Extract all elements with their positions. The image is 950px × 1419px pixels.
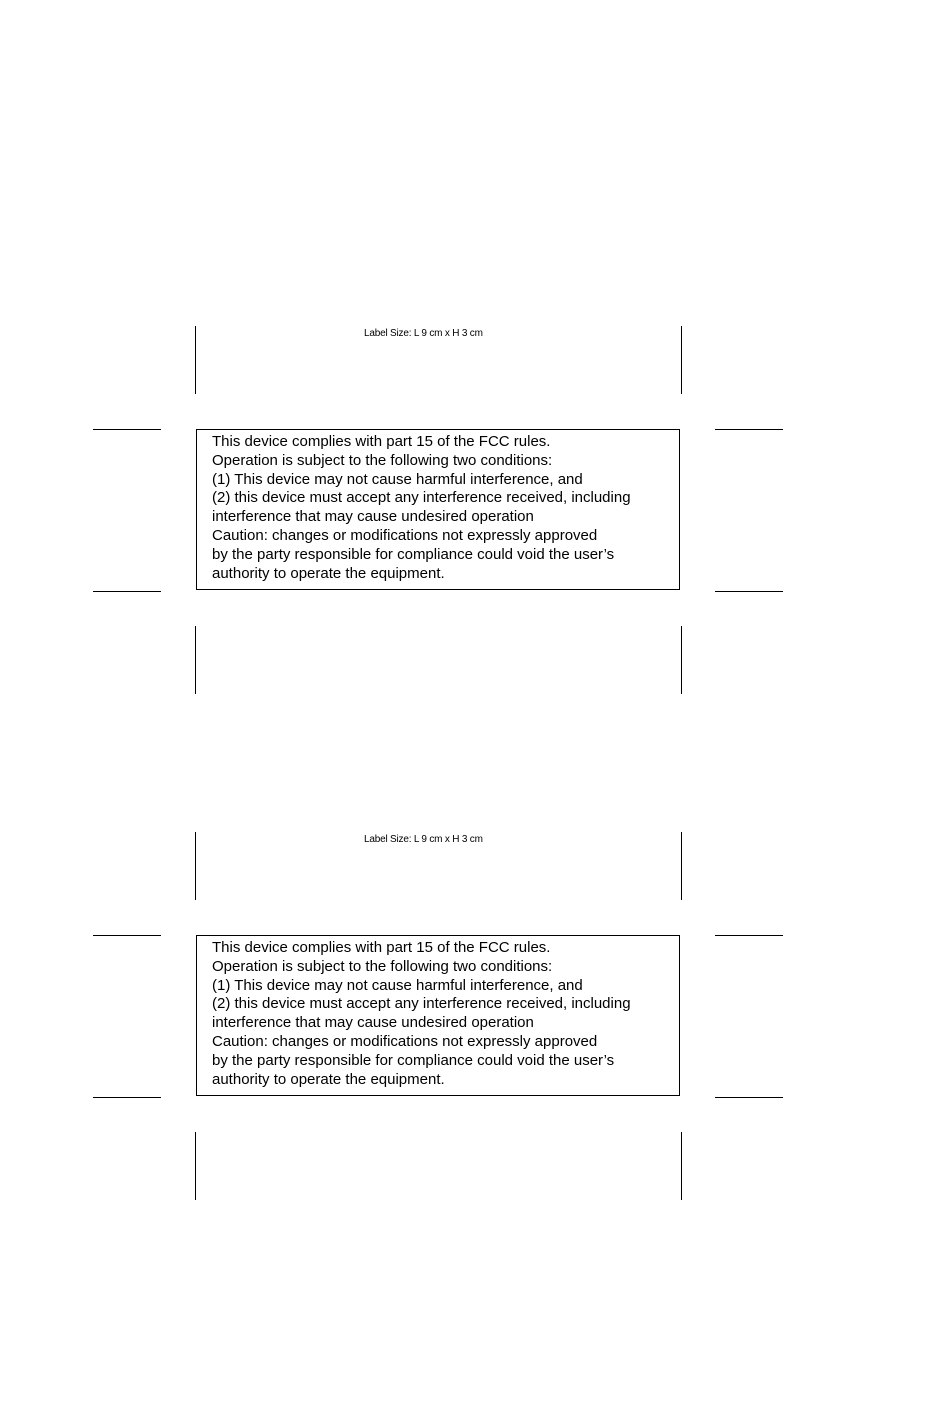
fcc-line: (2) this device must accept any interference received, including [212, 489, 631, 507]
fcc-line: (1) This device may not cause harmful interference, and [212, 976, 583, 994]
fcc-line: interference that may cause undesired operation [212, 508, 534, 526]
crop-mark-right-upper [715, 429, 783, 430]
crop-mark-left-upper [93, 429, 161, 430]
crop-mark-left-lower [93, 591, 161, 592]
fcc-statement [212, 939, 631, 1089]
crop-mark-left-lower [93, 1097, 161, 1098]
fcc-line: authority to operate the equipment. [212, 564, 445, 582]
crop-mark-bottom-right [681, 626, 682, 694]
crop-mark-bottom-left [195, 1132, 196, 1200]
fcc-line: This device complies with part 15 of the FCC rules. [212, 433, 551, 450]
fcc-line: interference that may cause undesired operation [212, 1014, 534, 1032]
fcc-line: (2) this device must accept any interference received, including [212, 995, 631, 1013]
fcc-label-box [196, 429, 680, 590]
fcc-line: (1) This device may not cause harmful interference, and [212, 470, 583, 488]
fcc-line: by the party responsible for compliance could void the user’s [212, 1051, 615, 1069]
fcc-line: Caution: changes or modifications not expressly approved [212, 526, 598, 544]
crop-mark-right-upper [715, 935, 783, 936]
crop-mark-top-right [681, 832, 682, 900]
fcc-line: Operation is subject to the following two conditions: [212, 451, 553, 469]
crop-mark-top-right [681, 326, 682, 394]
crop-mark-right-lower [715, 591, 783, 592]
fcc-line: by the party responsible for compliance could void the user’s [212, 545, 615, 563]
fcc-line: Operation is subject to the following two conditions: [212, 957, 553, 975]
label-size-caption: Label Size: L 9 cm x H 3 cm [364, 328, 483, 339]
crop-mark-bottom-right [681, 1132, 682, 1200]
fcc-label-box [196, 935, 680, 1096]
crop-mark-top-left [195, 832, 196, 900]
crop-mark-right-lower [715, 1097, 783, 1098]
label-size-caption: Label Size: L 9 cm x H 3 cm [364, 834, 483, 845]
fcc-line: This device complies with part 15 of the FCC rules. [212, 939, 551, 956]
label-block-2 [0, 832, 950, 1212]
crop-mark-bottom-left [195, 626, 196, 694]
fcc-line: Caution: changes or modifications not expressly approved [212, 1032, 598, 1050]
crop-mark-left-upper [93, 935, 161, 936]
label-block-1 [0, 326, 950, 706]
fcc-line: authority to operate the equipment. [212, 1070, 445, 1088]
fcc-statement [212, 433, 631, 583]
crop-mark-top-left [195, 326, 196, 394]
